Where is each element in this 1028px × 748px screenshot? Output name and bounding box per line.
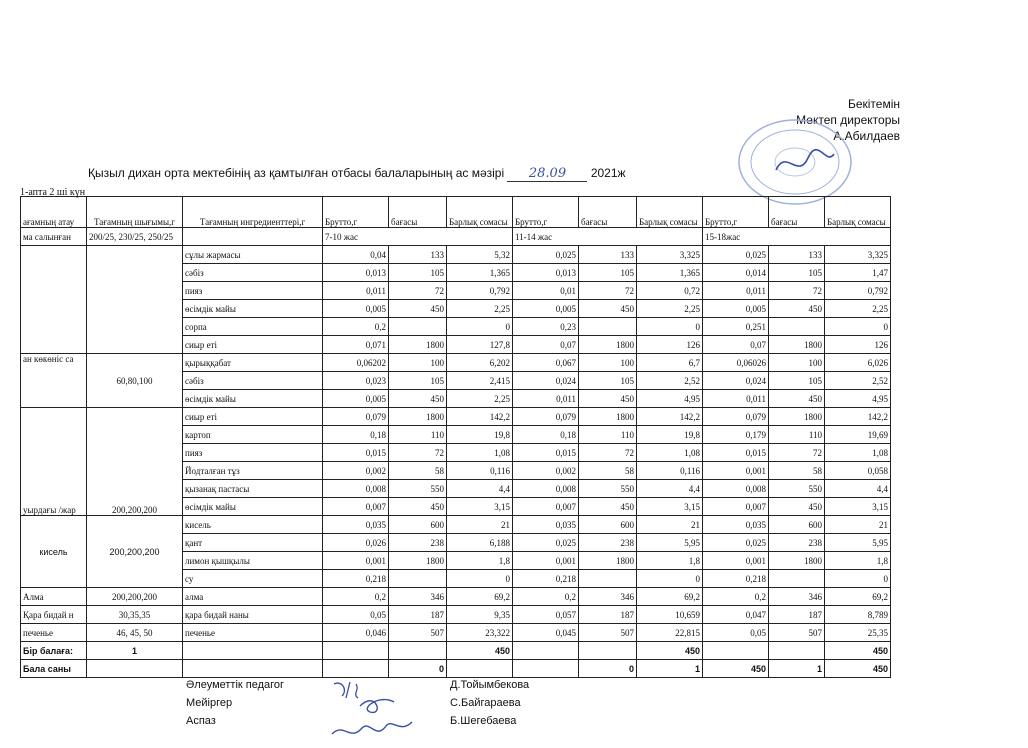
brutto-7-10: 0,015: [323, 444, 389, 462]
total-11-14: 1,365: [637, 264, 703, 282]
ingredient-name: өсімдік майы: [183, 390, 323, 408]
price-11-14: 600: [579, 516, 637, 534]
col-portion: Тағамның шығымы,г: [87, 197, 183, 228]
total-7-10: 6,188: [447, 534, 513, 552]
dish-portion: 60,80,100: [87, 354, 183, 408]
price-15-18: 450: [769, 498, 825, 516]
signature-icon: [320, 676, 430, 746]
total-15-18: 142,2: [825, 408, 891, 426]
price-7-10: 1800: [389, 552, 447, 570]
dish-4-group: [21, 516, 891, 588]
brutto-7-10: 0,071: [323, 336, 389, 354]
brutto-15-18: 0,218: [703, 570, 769, 588]
children-count-value: 450: [703, 660, 769, 678]
price-11-14: 1800: [579, 408, 637, 426]
brutto-11-14: 0,01: [513, 282, 579, 300]
dish-portion: 200/25, 230/25, 250/25: [87, 228, 183, 246]
brutto-11-14: 0,005: [513, 300, 579, 318]
col-price: бағасы: [389, 197, 447, 228]
ingredient-name: кисель: [183, 516, 323, 534]
total-7-10: 69,2: [447, 588, 513, 606]
brutto-7-10: 0,2: [323, 318, 389, 336]
brutto-15-18: 0,06026: [703, 354, 769, 372]
per-child-total-7-10: 450: [447, 642, 513, 660]
total-11-14: 4,4: [637, 480, 703, 498]
total-11-14: 21: [637, 516, 703, 534]
price-7-10: 450: [389, 390, 447, 408]
dish-name: Қара бидай н: [21, 606, 87, 624]
total-11-14: 10,659: [637, 606, 703, 624]
col-price: бағасы: [769, 197, 825, 228]
col-dish-name: ағамның атау: [21, 197, 87, 228]
brutto-11-14: 0,025: [513, 534, 579, 552]
brutto-7-10: 0,079: [323, 408, 389, 426]
dish-name: Алма: [21, 588, 87, 606]
ingredient-name: өсімдік майы: [183, 498, 323, 516]
price-7-10: 110: [389, 426, 447, 444]
total-15-18: 0: [825, 570, 891, 588]
dish-3-group: [21, 408, 891, 516]
brutto-15-18: 0,035: [703, 516, 769, 534]
price-7-10: 450: [389, 300, 447, 318]
total-7-10: 1,8: [447, 552, 513, 570]
total-11-14: 142,2: [637, 408, 703, 426]
children-count-row: [21, 660, 891, 678]
menu-title: [88, 166, 626, 182]
price-15-18: 450: [769, 300, 825, 318]
price-15-18: [769, 570, 825, 588]
approval-director: А.Абилдаев: [833, 129, 900, 143]
brutto-11-14: 0,067: [513, 354, 579, 372]
price-15-18: 346: [769, 588, 825, 606]
brutto-7-10: 0,026: [323, 534, 389, 552]
approval-position: Мектеп директоры: [796, 113, 900, 127]
children-count-value: 0: [579, 660, 637, 678]
brutto-7-10: 0,2: [323, 588, 389, 606]
total-7-10: 2,415: [447, 372, 513, 390]
brutto-7-10: 0,005: [323, 390, 389, 408]
total-15-18: 1,8: [825, 552, 891, 570]
brutto-11-14: 0,025: [513, 246, 579, 264]
price-15-18: 72: [769, 282, 825, 300]
children-count-value: 1: [637, 660, 703, 678]
approval-title: Бекітемін: [847, 97, 900, 111]
total-11-14: 0,116: [637, 462, 703, 480]
brutto-15-18: 0,07: [703, 336, 769, 354]
total-11-14: 6,7: [637, 354, 703, 372]
dish-portion: 30,35,35: [87, 606, 183, 624]
ingredient-name: пияз: [183, 444, 323, 462]
ingredient-name: Йодталған тұз: [183, 462, 323, 480]
per-child-value: 1: [87, 642, 183, 660]
age-group-15-18: 15-18жас: [703, 228, 891, 246]
per-child-row: [21, 642, 891, 660]
price-11-14: 1800: [579, 552, 637, 570]
brutto-15-18: 0,011: [703, 390, 769, 408]
total-15-18: 69,2: [825, 588, 891, 606]
brutto-15-18: 0,011: [703, 282, 769, 300]
price-15-18: 105: [769, 372, 825, 390]
dish-name: ан көкөніс са: [21, 354, 87, 408]
ingredient-row: [21, 516, 891, 534]
col-ingredients: Тағамның ингредиенттері,г: [183, 197, 323, 228]
brutto-7-10: 0,04: [323, 246, 389, 264]
single-item-row: [21, 624, 891, 642]
brutto-11-14: 0,23: [513, 318, 579, 336]
ingredient-name: сұлы жармасы: [183, 246, 323, 264]
single-item-row: [21, 606, 891, 624]
col-brutto: Брутто,г: [323, 197, 389, 228]
price-11-14: 72: [579, 444, 637, 462]
total-11-14: 0: [637, 570, 703, 588]
ingredient-name: су: [183, 570, 323, 588]
col-total: Барлық сомасы: [447, 197, 513, 228]
price-11-14: 346: [579, 588, 637, 606]
brutto-11-14: 0,079: [513, 408, 579, 426]
total-7-10: 1,08: [447, 444, 513, 462]
price-15-18: 187: [769, 606, 825, 624]
brutto-7-10: 0,001: [323, 552, 389, 570]
brutto-15-18: 0,015: [703, 444, 769, 462]
total-7-10: 0,116: [447, 462, 513, 480]
single-items-group: [21, 588, 891, 642]
brutto-11-14: 0,008: [513, 480, 579, 498]
ingredient-name: сәбіз: [183, 372, 323, 390]
brutto-11-14: 0,057: [513, 606, 579, 624]
dish-portion: [87, 246, 183, 354]
total-15-18: 4,4: [825, 480, 891, 498]
dish-name: [21, 246, 87, 354]
price-7-10: 550: [389, 480, 447, 498]
brutto-11-14: 0,002: [513, 462, 579, 480]
col-total: Барлық сомасы: [825, 197, 891, 228]
ingredient-name: картоп: [183, 426, 323, 444]
price-11-14: 450: [579, 390, 637, 408]
price-7-10: 58: [389, 462, 447, 480]
staff-role: Мейіргер: [186, 697, 233, 709]
brutto-11-14: 0,013: [513, 264, 579, 282]
price-7-10: 507: [389, 624, 447, 642]
price-7-10: 346: [389, 588, 447, 606]
total-7-10: 19,8: [447, 426, 513, 444]
total-7-10: 142,2: [447, 408, 513, 426]
price-11-14: 100: [579, 354, 637, 372]
total-15-18: 0,058: [825, 462, 891, 480]
total-7-10: 0: [447, 570, 513, 588]
price-7-10: 72: [389, 444, 447, 462]
price-15-18: 507: [769, 624, 825, 642]
total-15-18: 1,08: [825, 444, 891, 462]
dish-name: ма салынған: [21, 228, 87, 246]
total-15-18: 19,69: [825, 426, 891, 444]
total-11-14: 3,325: [637, 246, 703, 264]
price-11-14: 507: [579, 624, 637, 642]
brutto-15-18: 0,025: [703, 534, 769, 552]
price-11-14: 133: [579, 246, 637, 264]
brutto-15-18: 0,007: [703, 498, 769, 516]
total-11-14: 5,95: [637, 534, 703, 552]
col-brutto: Брутто,г: [513, 197, 579, 228]
age-row: [21, 228, 891, 246]
total-7-10: 6,202: [447, 354, 513, 372]
brutto-15-18: 0,001: [703, 552, 769, 570]
brutto-7-10: 0,18: [323, 426, 389, 444]
total-7-10: 0,792: [447, 282, 513, 300]
total-7-10: 5,32: [447, 246, 513, 264]
price-11-14: 105: [579, 372, 637, 390]
price-15-18: 133: [769, 246, 825, 264]
price-11-14: 110: [579, 426, 637, 444]
total-7-10: 9,35: [447, 606, 513, 624]
brutto-7-10: 0,002: [323, 462, 389, 480]
total-15-18: 5,95: [825, 534, 891, 552]
total-15-18: 2,52: [825, 372, 891, 390]
price-7-10: 450: [389, 498, 447, 516]
price-11-14: 187: [579, 606, 637, 624]
ingredient-name: өсімдік майы: [183, 300, 323, 318]
price-7-10: 105: [389, 264, 447, 282]
age-group-11-14: 11-14 жас: [513, 228, 703, 246]
price-7-10: 1800: [389, 408, 447, 426]
staff-role: Аспаз: [186, 715, 216, 727]
ingredient-row: [21, 408, 891, 426]
per-child-total-11-14: 450: [637, 642, 703, 660]
brutto-11-14: 0,024: [513, 372, 579, 390]
price-15-18: 58: [769, 462, 825, 480]
price-15-18: 1800: [769, 552, 825, 570]
total-15-18: 3,15: [825, 498, 891, 516]
price-11-14: 550: [579, 480, 637, 498]
total-15-18: 21: [825, 516, 891, 534]
school-stamp-icon: [736, 118, 854, 206]
total-11-14: 19,8: [637, 426, 703, 444]
dish-name: печенье: [21, 624, 87, 642]
total-7-10: 23,322: [447, 624, 513, 642]
ingredient-name: печенье: [183, 624, 323, 642]
price-7-10: 1800: [389, 336, 447, 354]
total-7-10: 3,15: [447, 498, 513, 516]
col-brutto: Брутто,г: [703, 197, 769, 228]
price-7-10: [389, 318, 447, 336]
price-15-18: 1800: [769, 408, 825, 426]
children-count-value: 1: [769, 660, 825, 678]
brutto-15-18: 0,05: [703, 624, 769, 642]
dish-name: уырдағы /жар: [21, 408, 87, 516]
total-15-18: 126: [825, 336, 891, 354]
price-7-10: 133: [389, 246, 447, 264]
price-15-18: 450: [769, 390, 825, 408]
staff-name: Б.Шегебаева: [450, 715, 517, 727]
price-11-14: [579, 570, 637, 588]
dish-portion: 200,200,200: [87, 588, 183, 606]
total-11-14: 4,95: [637, 390, 703, 408]
brutto-7-10: 0,06202: [323, 354, 389, 372]
title-year: 2021ж: [590, 166, 626, 180]
ingredient-name: пияз: [183, 282, 323, 300]
brutto-11-14: 0,015: [513, 444, 579, 462]
dish-portion: 46, 45, 50: [87, 624, 183, 642]
brutto-7-10: 0,007: [323, 498, 389, 516]
price-15-18: 238: [769, 534, 825, 552]
price-7-10: 72: [389, 282, 447, 300]
total-15-18: 8,789: [825, 606, 891, 624]
children-count-value: 0: [389, 660, 447, 678]
total-11-14: 0: [637, 318, 703, 336]
brutto-7-10: 0,023: [323, 372, 389, 390]
total-7-10: 127,8: [447, 336, 513, 354]
total-15-18: 2,25: [825, 300, 891, 318]
dish-portion: 200,200,200: [87, 516, 183, 588]
price-15-18: 600: [769, 516, 825, 534]
brutto-7-10: 0,046: [323, 624, 389, 642]
price-15-18: 1800: [769, 336, 825, 354]
total-15-18: 3,325: [825, 246, 891, 264]
total-11-14: 3,15: [637, 498, 703, 516]
total-15-18: 0: [825, 318, 891, 336]
price-15-18: 110: [769, 426, 825, 444]
total-15-18: 4,95: [825, 390, 891, 408]
price-11-14: 238: [579, 534, 637, 552]
price-7-10: 187: [389, 606, 447, 624]
price-7-10: 100: [389, 354, 447, 372]
total-15-18: 1,47: [825, 264, 891, 282]
dish-name: кисель: [21, 516, 87, 588]
ingredient-row: [21, 246, 891, 264]
total-11-14: 1,8: [637, 552, 703, 570]
brutto-15-18: 0,024: [703, 372, 769, 390]
handwritten-date: 28.09: [507, 166, 587, 182]
single-item-row: [21, 588, 891, 606]
price-7-10: 105: [389, 372, 447, 390]
price-11-14: 72: [579, 282, 637, 300]
age-group-7-10: 7-10 жас: [323, 228, 513, 246]
ingredient-name: қызанақ пастасы: [183, 480, 323, 498]
brutto-11-14: 0,007: [513, 498, 579, 516]
total-7-10: 4,4: [447, 480, 513, 498]
price-11-14: 58: [579, 462, 637, 480]
brutto-15-18: 0,251: [703, 318, 769, 336]
brutto-11-14: 0,001: [513, 552, 579, 570]
brutto-7-10: 0,05: [323, 606, 389, 624]
total-7-10: 0: [447, 318, 513, 336]
ingredient-name: лимон қышқылы: [183, 552, 323, 570]
brutto-15-18: 0,179: [703, 426, 769, 444]
brutto-11-14: 0,045: [513, 624, 579, 642]
dish-1-group: [21, 246, 891, 354]
total-11-14: 22,815: [637, 624, 703, 642]
children-count-label: Бала саны: [21, 660, 87, 678]
price-15-18: [769, 318, 825, 336]
staff-name: С.Байгараева: [450, 697, 521, 709]
brutto-15-18: 0,001: [703, 462, 769, 480]
brutto-7-10: 0,013: [323, 264, 389, 282]
total-11-14: 0,72: [637, 282, 703, 300]
staff-name: Д.Тойымбекова: [450, 679, 530, 691]
price-11-14: 1800: [579, 336, 637, 354]
brutto-11-14: 0,218: [513, 570, 579, 588]
ingredient-name: сорпа: [183, 318, 323, 336]
brutto-15-18: 0,2: [703, 588, 769, 606]
price-15-18: 550: [769, 480, 825, 498]
total-15-18: 25,35: [825, 624, 891, 642]
total-7-10: 2,25: [447, 390, 513, 408]
brutto-15-18: 0,014: [703, 264, 769, 282]
brutto-7-10: 0,035: [323, 516, 389, 534]
total-11-14: 2,52: [637, 372, 703, 390]
ingredient-name: қырыққабат: [183, 354, 323, 372]
total-11-14: 2,25: [637, 300, 703, 318]
price-15-18: 100: [769, 354, 825, 372]
ingredient-name: сиыр еті: [183, 408, 323, 426]
price-15-18: 72: [769, 444, 825, 462]
total-7-10: 2,25: [447, 300, 513, 318]
price-7-10: 600: [389, 516, 447, 534]
ingredient-name: қант: [183, 534, 323, 552]
price-11-14: [579, 318, 637, 336]
dish-portion: 200,200,200: [87, 408, 183, 516]
ingredient-name: сиыр еті: [183, 336, 323, 354]
brutto-11-14: 0,035: [513, 516, 579, 534]
per-child-total-15-18: 450: [825, 642, 891, 660]
price-11-14: 450: [579, 300, 637, 318]
brutto-7-10: 0,011: [323, 282, 389, 300]
col-total: Барлық сомасы: [637, 197, 703, 228]
total-11-14: 69,2: [637, 588, 703, 606]
price-11-14: 105: [579, 264, 637, 282]
brutto-15-18: 0,025: [703, 246, 769, 264]
total-7-10: 21: [447, 516, 513, 534]
col-price: бағасы: [579, 197, 637, 228]
brutto-11-14: 0,07: [513, 336, 579, 354]
brutto-11-14: 0,011: [513, 390, 579, 408]
dish-2-group: [21, 354, 891, 408]
brutto-7-10: 0,218: [323, 570, 389, 588]
menu-table: [20, 196, 891, 678]
brutto-15-18: 0,079: [703, 408, 769, 426]
staff-role: Әлеуметтік педагог: [186, 679, 285, 691]
week-label: 1-апта 2 ші күн: [20, 187, 86, 198]
total-15-18: 6,026: [825, 354, 891, 372]
total-7-10: 1,365: [447, 264, 513, 282]
ingredient-name: алма: [183, 588, 323, 606]
price-7-10: [389, 570, 447, 588]
header-row: [21, 197, 891, 228]
ingredient-row: [21, 354, 891, 372]
brutto-7-10: 0,005: [323, 300, 389, 318]
brutto-11-14: 0,2: [513, 588, 579, 606]
price-11-14: 450: [579, 498, 637, 516]
brutto-15-18: 0,047: [703, 606, 769, 624]
total-11-14: 126: [637, 336, 703, 354]
children-count-value: 450: [825, 660, 891, 678]
brutto-15-18: 0,008: [703, 480, 769, 498]
ingredient-name: сәбіз: [183, 264, 323, 282]
per-child-label: Бір балаға:: [21, 642, 87, 660]
total-11-14: 1,08: [637, 444, 703, 462]
ingredient-name: қара бидай наны: [183, 606, 323, 624]
total-15-18: 0,792: [825, 282, 891, 300]
brutto-15-18: 0,005: [703, 300, 769, 318]
brutto-11-14: 0,18: [513, 426, 579, 444]
price-15-18: 105: [769, 264, 825, 282]
title-text: Қызыл дихан орта мектебінің аз қамтылған отбасы балаларының ас мәзірі: [88, 166, 505, 180]
price-7-10: 238: [389, 534, 447, 552]
brutto-7-10: 0,008: [323, 480, 389, 498]
